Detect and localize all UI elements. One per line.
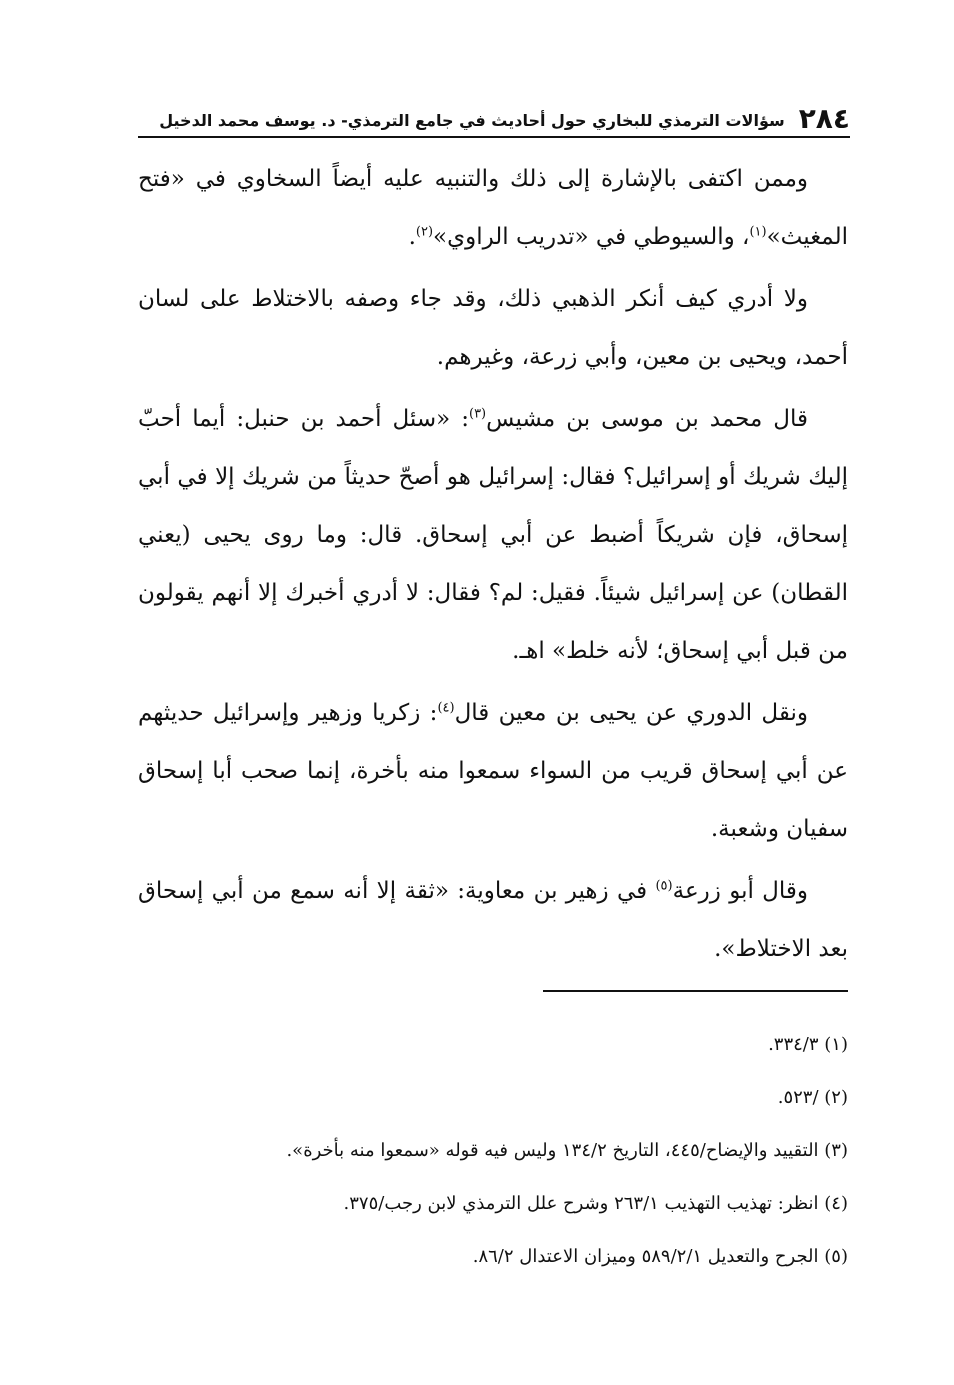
footnotes [138, 1018, 848, 1283]
paragraph-text: : «سئل أحمد بن حنبل: أيما أحبّ إليك شريك أو إسرائيل؟ فقال: إسرائيل هو أصحّ حديثاً من شريك إلا في أبي إسحاق، فإن شريكاً أضبط عن أبي إسحاق. قال: وما روى يحيى (يعني القطان) عن إسرائيل شيئاً. فقيل: لم؟ فقال: لا أدري أخبرك إلا أنهم يقولون من قبل أبي إسحاق؛ لأنه خلط» اهـ. [138, 406, 848, 664]
paragraph-text: ونقل الدوري عن يحيى بن معين قال [454, 700, 808, 726]
paragraph-1 [138, 150, 848, 266]
footnote-ref-1[interactable]: (١) [749, 224, 767, 240]
paragraph-4 [138, 684, 848, 858]
header-rule [138, 136, 850, 138]
paragraph-text: . [408, 224, 416, 250]
body-text [138, 150, 848, 982]
running-title: سؤالات الترمذي للبخاري حول أحاديث في جامع الترمذي- د. يوسف محمد الدخيل [159, 111, 785, 130]
running-header [138, 96, 850, 136]
footnote-ref-4[interactable]: (٤) [437, 700, 455, 716]
paragraph-text: وقال أبو زرعة [672, 878, 809, 904]
footnote-4: (٤) انظر: تهذيب التهذيب ٢٦٣/١ وشرح علل الترمذي لابن رجب/٣٧٥. [343, 1193, 848, 1214]
paragraph-text: : زكريا وزهير وإسرائيل حديثهم عن أبي إسحاق قريب من السواء سمعوا منه بأخرة، إنما صحب أبا إسحاق سفيان وشعبة. [138, 700, 848, 842]
paragraph-5 [138, 862, 848, 978]
footnote-1: (١) ٣٣٤/٣. [768, 1034, 848, 1055]
paragraph-3 [138, 390, 848, 680]
footnote-2: (٢) /٥٢٣. [777, 1087, 848, 1108]
footnote-ref-5[interactable]: (٥) [655, 878, 673, 894]
footnote-separator [543, 990, 848, 992]
footnote-ref-2[interactable]: (٢) [415, 224, 434, 240]
paragraph-text: في زهير بن معاوية: «ثقة إلا أنه سمع من أبي إسحاق بعد الاختلاط». [138, 878, 848, 962]
paragraph-text: وممن اكتفى بالإشارة إلى ذلك والتنبيه عليه أيضاً السخاوي في «فتح المغيث» [138, 166, 848, 250]
footnote-5: (٥) الجرح والتعديل ٥٨٩/٢/١ وميزان الاعتدال ٨٦/٢. [472, 1246, 848, 1267]
paragraph-text: ، والسيوطي في «تدريب الراوي» [433, 224, 750, 250]
paragraph-text: قال محمد بن موسى بن مشيس [486, 406, 809, 432]
paragraph-text: ولا أدري كيف أنكر الذهبي ذلك، وقد جاء وصفه بالاختلاط على لسان أحمد، ويحيى بن معين، وأبي زرعة، وغيرهم. [138, 286, 848, 370]
footnote-ref-3[interactable]: (٣) [468, 406, 487, 422]
page-number: ٢٨٤ [798, 102, 850, 135]
footnote-3: (٣) التقييد والإيضاح/٤٤٥، التاريخ ١٣٤/٢ وليس فيه قوله «سمعوا منه بأخرة». [286, 1140, 848, 1161]
paragraph-2 [138, 270, 848, 386]
